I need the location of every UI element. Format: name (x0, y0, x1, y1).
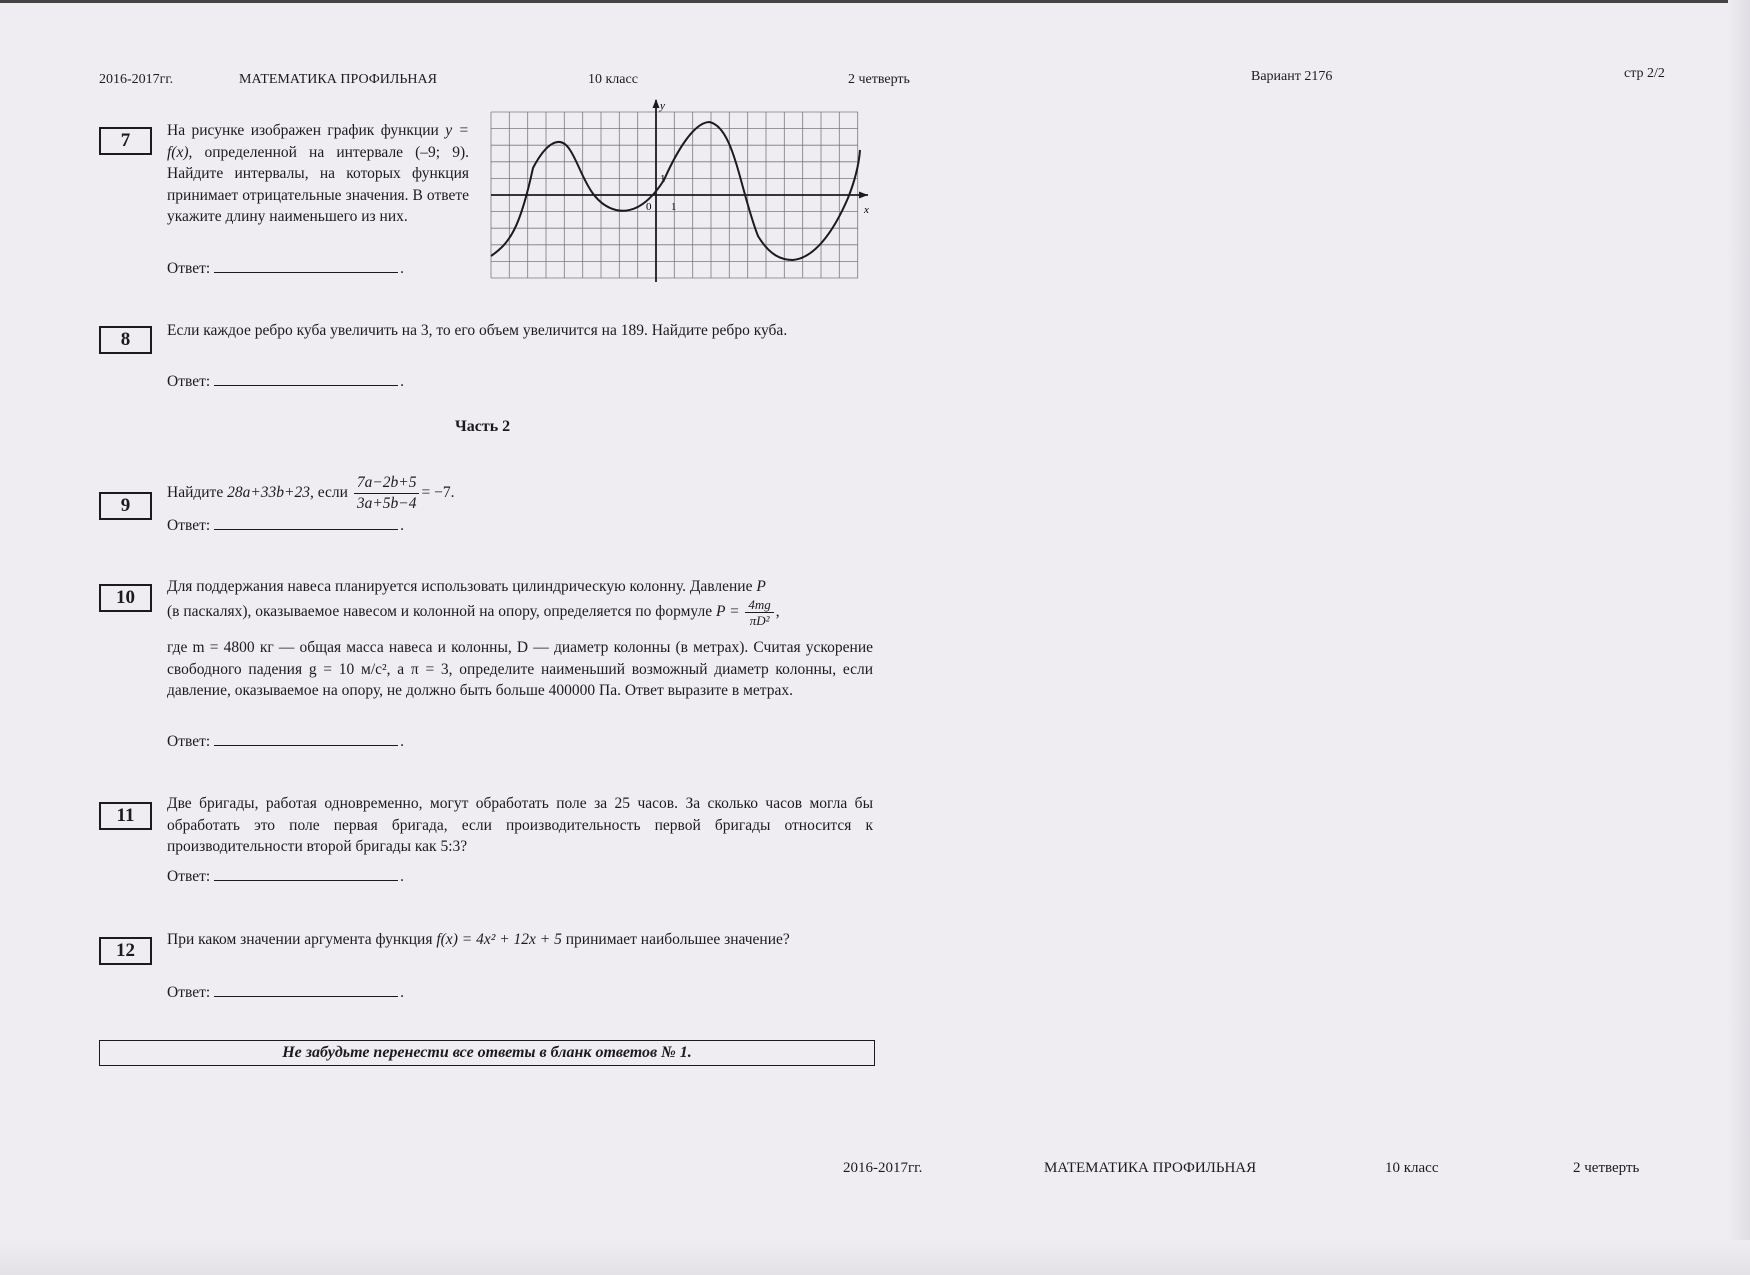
part-2-heading: Часть 2 (455, 418, 511, 435)
answer-dot: . (400, 868, 405, 885)
answer-dot: . (400, 373, 405, 390)
question-9-fraction-denominator: 3a+5b−4 (356, 495, 417, 512)
question-8-answer (167, 370, 404, 391)
question-11-number: 11 (99, 802, 152, 830)
scan-right-edge (1728, 0, 1750, 1275)
question-12-text (167, 929, 873, 951)
answer-label: Ответ: (167, 984, 211, 1001)
question-7-answer (167, 257, 404, 278)
question-7-text-b: , определенной на интервале (–9; 9). Найдите интервалы, на которых функция принимает отрицательные значения. В ответе укажите длину наименьшего из них. (167, 143, 469, 225)
question-10-line-1 (167, 576, 873, 598)
answer-blank[interactable] (214, 370, 398, 386)
answer-blank[interactable] (214, 730, 398, 746)
question-7-text-a: На рисунке изображен график функции (167, 122, 446, 139)
question-11-answer (167, 865, 404, 886)
question-10-var-p: P (756, 578, 766, 595)
header-years: 2016-2017гг. (99, 72, 174, 87)
header-subject: МАТЕМАТИКА ПРОФИЛЬНАЯ (239, 72, 437, 87)
answer-blank[interactable] (214, 865, 398, 881)
y-unit-label: 1 (660, 173, 666, 185)
question-10-line-2 (167, 597, 873, 628)
question-9-text (167, 473, 454, 514)
question-9-fraction (354, 473, 420, 514)
question-10-formula-denominator: πD² (749, 613, 770, 628)
answer-label: Ответ: (167, 260, 211, 277)
x-axis-label: x (864, 204, 869, 216)
question-10-text-3: где m = 4800 кг — общая масса навеса и колонны, D — диаметр колонны (в метрах). Считая ускорение свободного падения g = 10 м/с², а π = 3, определите наименьший возможный диаметр колонны, если давление, оказываемое на опору, не должно быть больше 400000 Па. Ответ выразите в метрах. (167, 639, 873, 699)
answer-blank[interactable] (214, 981, 398, 997)
question-12-function: f(x) = 4x² + 12x + 5 (436, 931, 562, 948)
footer-years: 2016-2017гг. (843, 1160, 923, 1176)
question-10-text-2: (в паскалях), оказываемое навесом и колонной на опору, определяется по формуле (167, 603, 716, 621)
question-10-formula-fraction (745, 597, 773, 628)
answer-dot: . (400, 260, 405, 277)
answer-label: Ответ: (167, 733, 211, 750)
x-unit-label: 1 (671, 201, 677, 213)
scan-top-edge (0, 0, 1750, 3)
answer-label: Ответ: (167, 373, 211, 390)
answer-blank[interactable] (214, 257, 398, 273)
question-10-formula-end: , (775, 603, 780, 621)
question-10-formula-lhs: P = (716, 603, 740, 621)
question-10-text-1: Для поддержания навеса планируется использовать цилиндрическую колонну. Давление (167, 578, 757, 595)
question-12-text-a: При каком значении аргумента функция (167, 931, 437, 948)
header-page-number: стр 2/2 (1624, 66, 1665, 81)
question-10-answer (167, 730, 404, 751)
question-12-number: 12 (99, 937, 152, 965)
question-7-number: 7 (99, 127, 152, 155)
answer-dot: . (400, 517, 405, 534)
footer-quarter: 2 четверть (1573, 1160, 1640, 1176)
question-9-answer (167, 514, 404, 535)
question-8-text: Если каждое ребро куба увеличить на 3, то его объем увеличится на 189. Найдите ребро куба. (167, 322, 788, 339)
question-9-text-a: Найдите (167, 484, 228, 502)
question-11-text: Две бригады, работая одновременно, могут обработать поле за 25 часов. За сколько часов могла бы обработать это поле первая бригада, если производительность первой бригады относится к производительности второй бригады как 5:3? (167, 795, 873, 855)
origin-label: 0 (646, 201, 652, 213)
question-9-rhs: = −7. (421, 484, 455, 502)
header-quarter: 2 четверть (848, 72, 910, 87)
reminder-box: Не забудьте перенести все ответы в бланк ответов № 1. (99, 1040, 875, 1066)
header-grade: 10 класс (588, 72, 638, 87)
answer-blank[interactable] (214, 514, 398, 530)
question-8-number: 8 (99, 326, 152, 354)
y-axis-arrow (653, 99, 660, 108)
question-7-function: y = f(x) (167, 122, 469, 161)
question-10-formula-numerator: 4mg (745, 597, 773, 613)
answer-dot: . (400, 984, 405, 1001)
question-12-text-b: принимает наибольшее значение? (561, 931, 790, 948)
question-10-number: 10 (99, 584, 152, 612)
footer-subject: МАТЕМАТИКА ПРОФИЛЬНАЯ (1044, 1160, 1257, 1176)
question-9-fraction-numerator: 7a−2b+5 (354, 473, 420, 494)
answer-label: Ответ: (167, 517, 211, 534)
question-7-text (167, 120, 469, 228)
question-12-answer (167, 981, 404, 1002)
function-graph (488, 98, 873, 282)
scan-bottom-edge (0, 1240, 1750, 1275)
question-9-text-b: , если (310, 484, 348, 502)
x-axis-arrow (859, 192, 868, 199)
header-variant: Вариант 2176 (1251, 69, 1333, 84)
question-9-expression: 28a+33b+23 (227, 484, 310, 502)
answer-dot: . (400, 733, 405, 750)
footer-grade: 10 класс (1385, 1160, 1439, 1176)
answer-label: Ответ: (167, 868, 211, 885)
question-9-number: 9 (99, 492, 152, 520)
y-axis-label: y (660, 100, 665, 112)
